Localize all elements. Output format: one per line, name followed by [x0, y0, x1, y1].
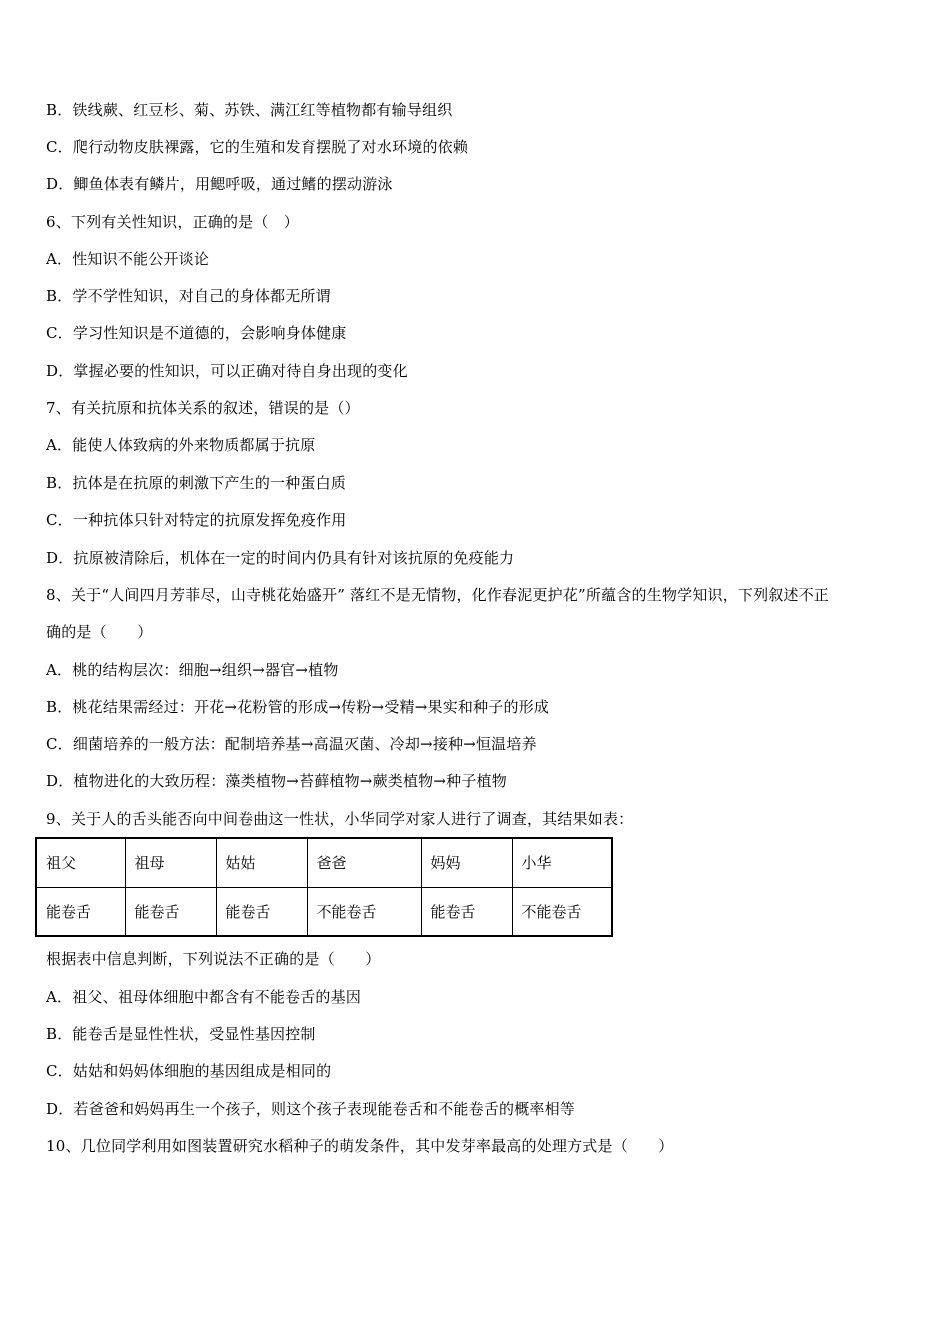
table-cell: 能卷舌	[125, 887, 216, 936]
table-cell: 不能卷舌	[307, 887, 421, 936]
option-9d: D．若爸爸和妈妈再生一个孩子，则这个孩子表现能卷舌和不能卷舌的概率相等	[46, 1100, 576, 1118]
option-6d: D．掌握必要的性知识，可以正确对待自身出现的变化	[46, 362, 408, 380]
option-8c: C．细菌培养的一般方法：配制培养基→高温灭菌、冷却→接种→恒温培养	[46, 735, 537, 753]
option-6a: A．性知识不能公开谈论	[46, 250, 210, 268]
option-5c: C．爬行动物皮肤裸露，它的生殖和发育摆脱了对水环境的依赖	[46, 138, 469, 156]
table-cell: 能卷舌	[421, 887, 512, 936]
question-6: 6、下列有关性知识，正确的是（ ）	[46, 213, 299, 231]
question-9: 9、关于人的舌头能否向中间卷曲这一性状，小华同学对家人进行了调查，其结果如表：	[46, 810, 634, 828]
option-6b: B．学不学性知识，对自己的身体都无所谓	[46, 287, 331, 305]
table-row-family-members	[36, 838, 612, 887]
option-6c: C．学习性知识是不道德的，会影响身体健康	[46, 324, 347, 342]
option-9c: C．姑姑和妈妈体细胞的基因组成是相同的	[46, 1062, 332, 1080]
question-10: 10、几位同学利用如图装置研究水稻种子的萌发条件，其中发芽率最高的处理方式是（ ）	[46, 1137, 674, 1155]
table-cell: 爸爸	[307, 838, 421, 887]
table-cell: 能卷舌	[216, 887, 307, 936]
table-cell: 小华	[512, 838, 612, 887]
option-7d: D．抗原被清除后，机体在一定的时间内仍具有针对该抗原的免疫能力	[46, 549, 515, 567]
option-8a: A．桃的结构层次：细胞→组织→器官→植物	[46, 661, 339, 679]
question-7: 7、有关抗原和抗体关系的叙述，错误的是（）	[46, 399, 360, 417]
option-8b: B．桃花结果需经过：开花→花粉管的形成→传粉→受精→果实和种子的形成	[46, 698, 550, 716]
tongue-rolling-table	[35, 837, 613, 937]
table-cell: 祖母	[125, 838, 216, 887]
option-5d: D．鲫鱼体表有鳞片，用鳃呼吸，通过鳍的摆动游泳	[46, 175, 393, 193]
table-cell: 能卷舌	[36, 887, 125, 936]
table-row-traits	[36, 887, 612, 936]
option-7b: B．抗体是在抗原的刺激下产生的一种蛋白质	[46, 474, 347, 492]
question-8: 8、关于“人间四月芳菲尽，山寺桃花始盛开” 落红不是无情物，化作春泥更护花”所蕴含的生物学知识，下列叙述不正	[46, 586, 830, 604]
option-7c: C．一种抗体只针对特定的抗原发挥免疫作用	[46, 511, 347, 529]
table-cell: 姑姑	[216, 838, 307, 887]
question-8-cont: 确的是（ ）	[46, 623, 153, 641]
option-7a: A．能使人体致病的外来物质都属于抗原	[46, 436, 316, 454]
option-5b: B．铁线蕨、红豆杉、菊、苏铁、满江红等植物都有输导组织	[46, 101, 453, 119]
table-cell: 妈妈	[421, 838, 512, 887]
question-9-stem: 根据表中信息判断，下列说法不正确的是（ ）	[46, 950, 381, 968]
table-cell: 不能卷舌	[512, 887, 612, 936]
table-cell: 祖父	[36, 838, 125, 887]
option-9a: A．祖父、祖母体细胞中都含有不能卷舌的基因	[46, 988, 362, 1006]
option-8d: D．植物进化的大致历程：藻类植物→苔藓植物→蕨类植物→种子植物	[46, 772, 507, 790]
option-9b: B．能卷舌是显性性状，受显性基因控制	[46, 1025, 316, 1043]
